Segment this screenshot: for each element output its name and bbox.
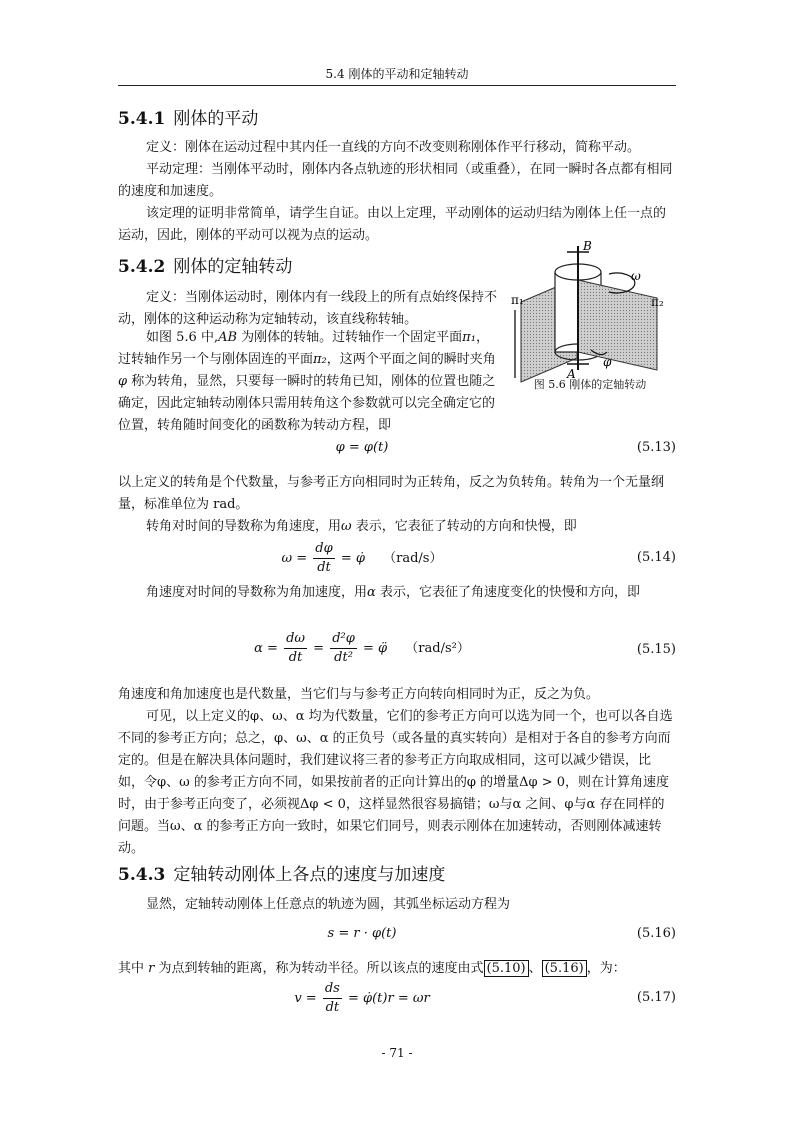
paragraph-angular-acceleration [118,582,676,604]
text: ：当刚体运动时，刚体内有一线段上的所有点始终保持不动，刚体的这种运动称为 [118,290,498,327]
rhs: = φ̈ [363,641,388,656]
numerator: dφ [313,540,334,559]
equation-body [118,980,606,1017]
equation-body: s = r · φ(t) [327,926,397,941]
text: ，用 [341,585,368,600]
label-b: B [583,240,592,253]
equation-5-13 [118,440,676,462]
section-heading-5-4-3 [118,864,445,886]
running-head: 5.4 刚体的平动和定轴转动 [325,67,469,81]
equation-number: (5.13) [636,440,676,455]
denominator: dt [317,560,331,575]
text: ，即 [365,418,392,433]
text: ，显然，只要每一瞬时的转角已知，刚体的位置也随之确定，因此定轴转动刚体只需用转角这个参数就可以完全确定它的位置，转角随时间变化的函数称为 [118,374,496,433]
equation-5-17 [118,980,676,1022]
equation-number: (5.14) [636,550,676,565]
symbol-alpha: α [367,585,376,600]
text: 其中 [118,961,149,976]
equation-number: (5.16) [636,926,676,941]
label-a: A [567,367,576,381]
numerator: d²φ [330,630,357,649]
symbol-phi: φ [118,374,128,389]
section-heading-5-4-2 [118,256,292,278]
term-rotation-equation: 转动方程 [313,418,366,433]
term-angular-acceleration: 角加速度 [289,585,342,600]
term-axis: 转轴 [378,312,405,327]
section-title: 定轴转动刚体上各点的速度与加速度 [173,865,446,885]
term-fixed-axis-rotation: 定轴转动 [261,312,314,327]
text: ：刚体在运动过程中其内任一直线的方向不改变则称刚体作平行移动，简称平动。 [172,140,641,155]
section-heading-5-4-1 [118,108,258,130]
lhs: ω = [281,551,308,566]
rhs: = φ̇(t)r = ωr [347,991,430,1006]
paragraph-rotation-angle [118,327,501,437]
denominator: dt [325,1000,340,1015]
term-rotation-angle: 转角 [157,374,184,389]
term-definition: 定义 [146,290,173,305]
equation-ref-5-10[interactable]: (5.10) [484,960,529,977]
unit: （rad/s²） [405,641,470,656]
symbol-omega: ω [341,519,352,534]
paragraph-angle-algebraic: 以上定义的转角是个代数量，与参考正方向相同时为正转角，反之为负转角。转角为一个无量纲量，标准单位为 rad。 [118,475,665,512]
text: ，用 [315,519,342,534]
equation-body: φ = φ(t) [335,440,389,455]
symbol-pi2: π₂ [313,352,327,367]
text: ，为： [586,961,626,976]
equals: = [313,641,325,656]
text: 称为 [127,374,158,389]
symbol-pi1: π₁ [462,330,476,345]
symbol-ab: AB [218,330,238,345]
label-pi2: π₂ [651,295,664,309]
paragraph-definition-rotation [118,287,501,331]
paragraph-arc-coordinate: 显然，定轴转动刚体上任意点的轨迹为圆，其弧坐标运动方程为 [146,897,511,912]
equation-number: (5.15) [636,642,676,657]
equation-body [118,630,606,667]
term-theorem: 平动定理 [146,162,199,177]
text: 角速度对时间的导数称为 [146,585,290,600]
equation-5-15 [118,630,676,672]
equation-number: (5.17) [636,990,676,1005]
section-title: 刚体的定轴转动 [173,257,293,277]
figure-fixed-axis-rotation [505,240,675,395]
denominator: dt² [334,650,353,665]
text: 为点到转轴的距离，称为转动半径。所以该点的速度由式 [154,961,484,976]
text: 。 [404,312,418,327]
text: ，该直线称 [313,312,379,327]
text: 、 [528,961,542,976]
section-title: 刚体的平动 [173,109,259,129]
paragraph-proof-note: 该定理的证明非常简单，请学生自证。由以上定理，平动刚体的运动归结为刚体上任一点的运动，因此，刚体的平动可以视为点的运动。 [118,206,667,243]
text: ，这两个平面之间的瞬时夹角 [326,352,496,367]
text: 表示，它表征了转动的方向和快慢，即 [351,519,577,534]
fraction [323,980,342,1017]
section-number: 5.4.1 [118,109,166,129]
equation-5-14 [118,540,676,580]
text: 表示，它表征了角速度变化的快慢和方向，即 [375,585,640,600]
section-number: 5.4.3 [118,865,166,885]
lhs: v = [294,991,317,1006]
fraction-2 [330,630,357,667]
equation-body [118,540,606,577]
unit: （rad/s） [383,551,443,566]
numerator: dω [284,630,307,649]
equation-5-16 [118,926,676,948]
text: ，过转轴作另一个与刚体固连的平面 [118,330,489,367]
paragraph-radius [118,958,676,980]
paragraph-algebraic-sign: 角速度和角加速度也是代数量，当它们与与参考正方向转向相同时为正，反之为负。 [118,687,600,702]
figure-caption: 图 5.6 刚体的定轴转动 [533,378,647,391]
paragraph-angular-velocity [118,516,676,538]
numerator: ds [323,980,342,999]
label-omega: ω [631,269,641,283]
paragraph-reference-direction: 可见，以上定义的φ、ω、α 均为代数量，它们的参考正方向可以选为同一个，也可以各自选不同的参考正方向；总之，φ、ω、α 的正负号（或各量的真实转向）是相对于各自的参考方向而定的。但是在解决具体问题时，我们建议将三者的参考正方向取成相同，这可以减少错误，比如，令φ、ω 的参考正方向不同，如果按前者的正向计算出的φ 的增量Δφ > 0，则在计算角速度时，由于参考正向变了，必须视Δφ < 0，这样显然很容易搞错；ω与α 之间、φ与α 存在同样的问题。当ω、α 的参考正方向一致时，如果它们同号，则表示刚体在加速转动，否则刚体减速转动。 [118,709,673,856]
symbol-r: r [148,961,155,976]
label-pi1: π₁ [511,293,524,307]
rhs: = φ̇ [340,551,365,566]
text: ：当刚体平动时，刚体内各点轨迹的形状相同（或重叠），在同一瞬时各点都有相同的速度和加速度。 [118,162,673,199]
paragraph-translation-theorem [118,159,676,203]
lhs: α = [254,641,278,656]
section-number: 5.4.2 [118,257,166,277]
equation-ref-5-16[interactable]: (5.16) [542,960,587,977]
denominator: dt [288,650,303,665]
term-angular-velocity: 角速度 [276,519,316,534]
fraction-1 [284,630,307,667]
fraction [313,540,334,577]
text: 为刚体的转轴。过转轴作一个固定平面 [237,330,463,345]
paragraph-definition-translation [118,137,676,159]
label-phi: φ [603,355,612,369]
header-rule [118,85,676,86]
page-number: - 71 - [381,1046,413,1060]
text: 如图 5.6 中, [146,330,219,345]
text: 转角对时间的导数称为 [146,519,277,534]
term-definition: 定义 [146,140,173,155]
